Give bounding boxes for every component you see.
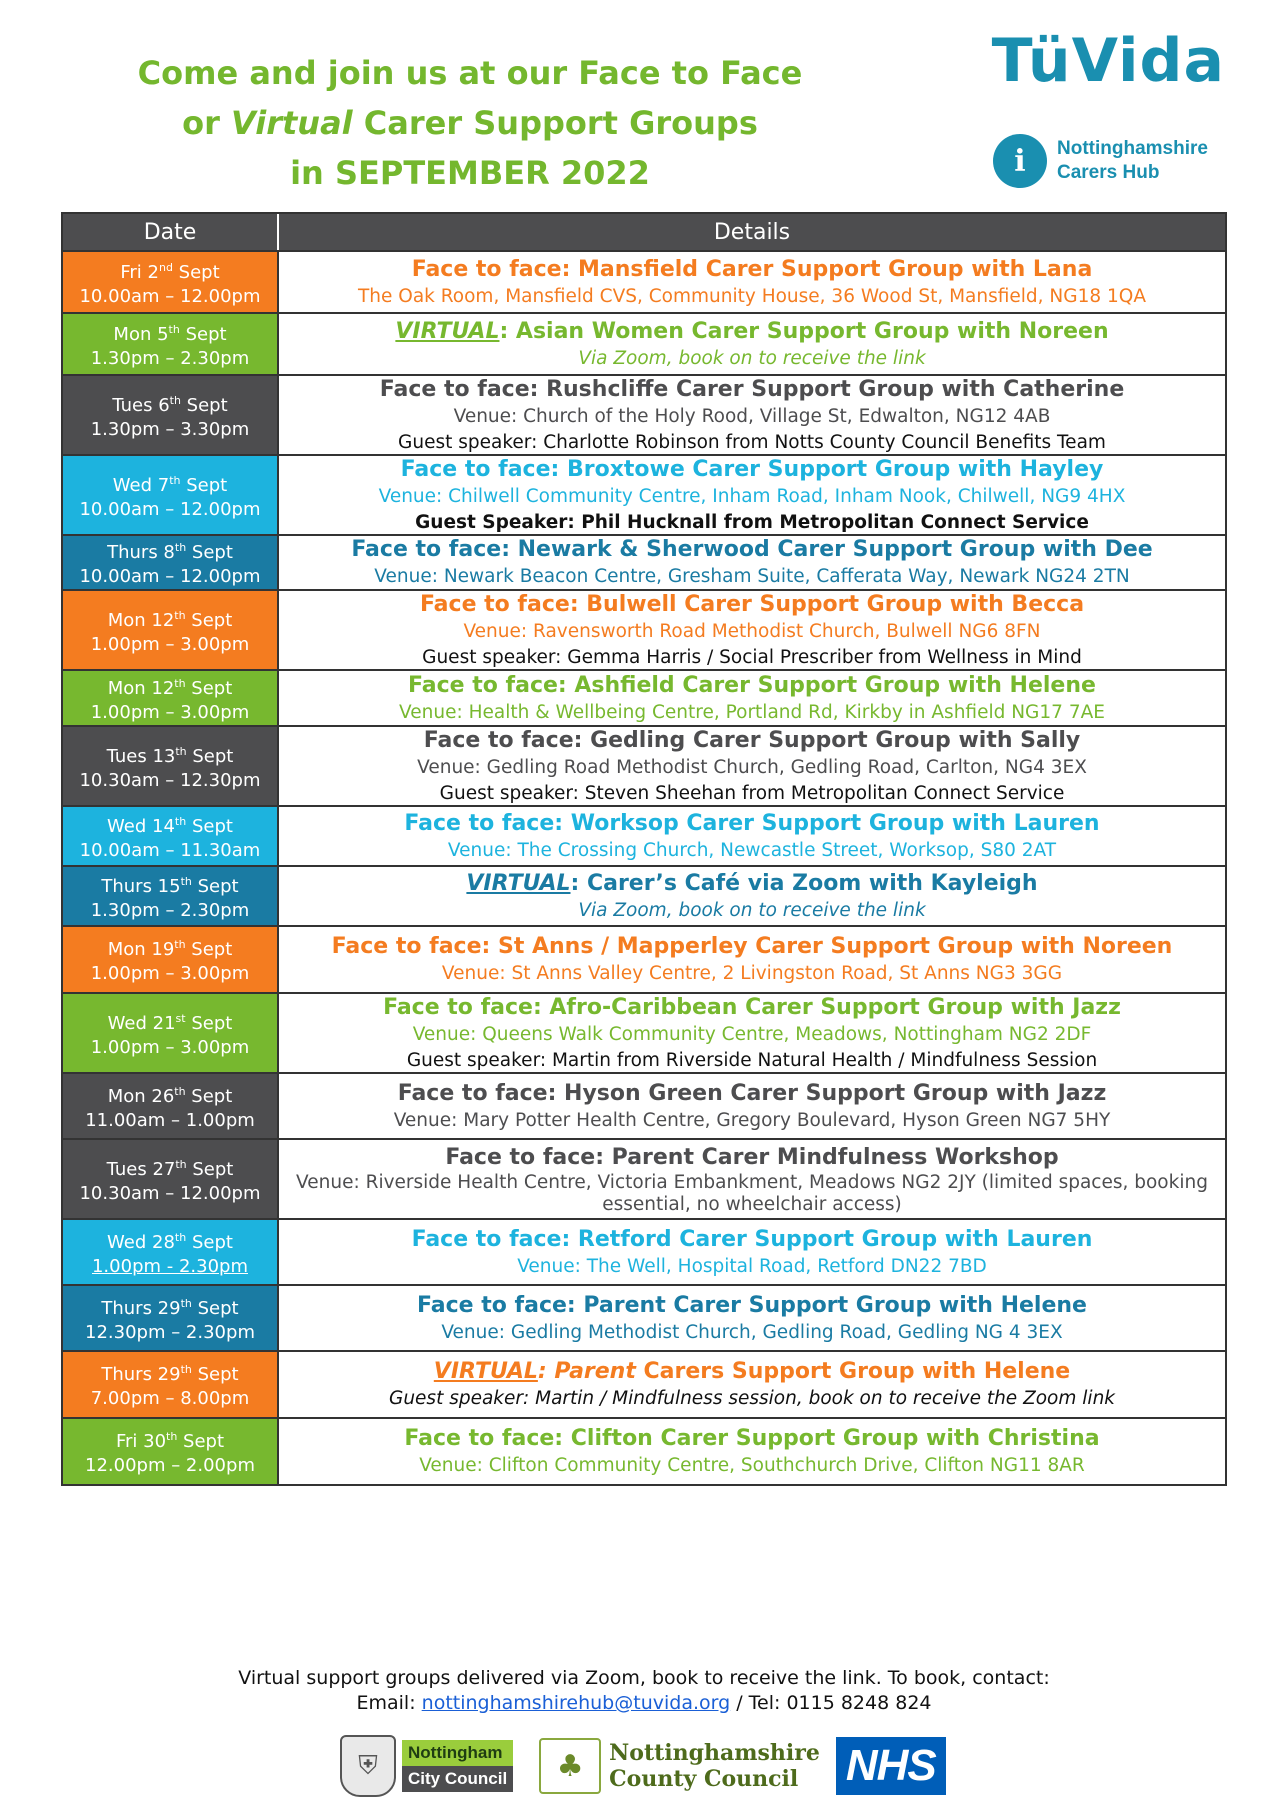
event-day: Tues 6th Sept [112, 393, 228, 416]
event-time: 1.30pm – 3.30pm [90, 418, 250, 440]
event-title [420, 590, 1084, 619]
event-title-text: : Carer’s Café via Zoom with Kayleigh [570, 870, 1038, 896]
table-row [63, 992, 1225, 1072]
carers-hub-text [1057, 137, 1208, 185]
event-title [395, 317, 1108, 346]
event-title-text: Face to face: Broxtowe Carer Support Group with Hayley [400, 456, 1104, 482]
headline-line-2 [100, 98, 840, 148]
tree-icon: ♣ [539, 1738, 601, 1794]
details-cell [279, 456, 1225, 534]
details-cell [279, 1352, 1225, 1417]
county-council-text [609, 1740, 820, 1792]
event-time: 1.00pm – 3.00pm [90, 1036, 250, 1058]
headline-or: or [182, 104, 232, 142]
footer [61, 1666, 1227, 1716]
details-cell [279, 376, 1225, 454]
table-row [63, 534, 1225, 589]
event-time: 12.00pm – 2.00pm [85, 1455, 255, 1476]
date-cell [63, 536, 279, 589]
event-title [466, 869, 1037, 898]
event-time: 1.30pm – 2.30pm [90, 899, 250, 921]
event-day: Tues 13th Sept [106, 744, 234, 767]
event-title [332, 932, 1173, 961]
details-cell [279, 591, 1225, 669]
table-row [63, 669, 1225, 725]
date-cell [63, 1220, 279, 1284]
event-title-text: : Asian Women Carer Support Group with Noreen [499, 318, 1109, 344]
event-day: Wed 14th Sept [107, 814, 233, 837]
date-cell [63, 376, 279, 454]
event-title [383, 993, 1121, 1022]
event-title [404, 809, 1099, 838]
event-title [417, 1291, 1087, 1320]
table-row [63, 454, 1225, 534]
nhs-logo: NHS [836, 1737, 946, 1795]
event-title-text: Face to face: Worksop Carer Support Group with Lauren [404, 810, 1100, 836]
coat-of-arms-icon: ⛨ [340, 1735, 396, 1797]
event-title [380, 375, 1125, 404]
event-day: Wed 7th Sept [112, 473, 228, 496]
event-title [404, 1424, 1099, 1453]
details-cell [279, 994, 1225, 1072]
event-title-text: Face to face: Mansfield Carer Support Group with Lana [411, 256, 1093, 282]
page-header [0, 0, 1281, 210]
event-time: 1.00pm - 2.30pm [91, 1255, 248, 1277]
footer-line-2 [61, 1691, 1227, 1716]
event-time: 1.00pm – 3.00pm [90, 633, 250, 655]
event-day: Wed 28th Sept [107, 1230, 233, 1253]
carers-hub-line-2: Carers Hub [1057, 162, 1160, 183]
event-day: Tues 27th Sept [106, 1157, 234, 1180]
event-time: 10.00am – 12.00pm [79, 285, 261, 307]
county-council-line-2: County Council [609, 1766, 799, 1792]
event-title-text: Face to face: Rushcliffe Carer Support Group with Catherine [379, 376, 1125, 402]
details-cell [279, 314, 1225, 374]
event-venue: Venue: Ravensworth Road Methodist Church, Bulwell NG6 8FN [463, 620, 1041, 642]
event-venue: Venue: Queens Walk Community Centre, Meadows, Nottingham NG2 2DF [412, 1023, 1092, 1045]
carers-hub-icon: i [993, 134, 1047, 188]
details-cell [279, 536, 1225, 589]
event-venue: The Oak Room, Mansfield CVS, Community House, 36 Wood St, Mansfield, NG18 1QA [357, 285, 1147, 307]
date-cell [63, 867, 279, 925]
event-title-text: Carers Support Group with Helene [635, 1359, 1071, 1384]
event-day: Thurs 29th Sept [101, 1363, 239, 1385]
event-time: 11.00am – 1.00pm [85, 1109, 255, 1131]
table-row [63, 250, 1225, 312]
guest-speaker: Guest speaker: Martin / Mindfulness session, book on to receive the Zoom link [388, 1388, 1116, 1409]
details-cell [279, 727, 1225, 805]
event-time: 7.00pm – 8.00pm [90, 1388, 250, 1409]
event-venue: Venue: Health & Wellbeing Centre, Portland Rd, Kirkby in Ashfield NG17 7AE [399, 701, 1105, 723]
event-title [401, 455, 1104, 484]
event-title-text: Face to face: Parent Carer Mindfulness Workshop [445, 1144, 1059, 1170]
event-venue: Venue: The Well, Hospital Road, Retford DN22 7BD [517, 1255, 987, 1277]
virtual-label: VIRTUAL [433, 1359, 538, 1384]
event-venue: Venue: St Anns Valley Centre, 2 Livingston Road, St Anns NG3 3GG [441, 963, 1063, 984]
event-day: Thurs 8th Sept [107, 541, 233, 563]
headline-line2-rest: Carer Support Groups [352, 104, 758, 142]
event-day: Mon 19th Sept [107, 938, 233, 960]
event-title [412, 1225, 1093, 1254]
event-time: 12.30pm – 2.30pm [85, 1321, 255, 1343]
date-cell [63, 1140, 279, 1218]
event-title-text: Face to face: Hyson Green Carer Support Group with Jazz [397, 1080, 1107, 1106]
event-title-text: Face to face: Afro-Caribbean Carer Support Group with Jazz [383, 994, 1121, 1020]
event-day: Mon 12th Sept [107, 676, 233, 699]
event-time: 10.00am – 11.30am [79, 839, 261, 861]
event-day: Wed 21st Sept [107, 1011, 233, 1034]
event-time: 10.30am – 12.00pm [79, 1182, 261, 1204]
date-cell [63, 671, 279, 725]
table-row [63, 925, 1225, 992]
date-cell [63, 1419, 279, 1484]
date-cell [63, 994, 279, 1072]
event-title-text: Face to face: Gedling Carer Support Group with Sally [423, 727, 1081, 753]
event-title-text: Face to face: Ashfield Carer Support Group with Helene [408, 672, 1096, 698]
event-title [408, 671, 1096, 700]
carers-hub-line-1: Nottinghamshire [1057, 138, 1208, 159]
event-day: Mon 12th Sept [107, 608, 233, 631]
table-row [63, 1218, 1225, 1284]
details-cell [279, 867, 1225, 925]
city-council-line-2: City Council [402, 1766, 513, 1792]
event-day: Mon 5th Sept [113, 322, 227, 345]
column-header-date: Date [63, 214, 279, 250]
event-venue: Via Zoom, book on to receive the link [578, 347, 926, 369]
headline [100, 48, 840, 198]
headline-line-1: Come and join us at our Face to Face [137, 54, 803, 92]
event-venue: Venue: The Crossing Church, Newcastle Street, Worksop, S80 2AT [447, 839, 1057, 861]
event-title [434, 1357, 1070, 1386]
table-row [63, 1072, 1225, 1138]
event-title-text: Face to face: Parent Carer Support Group with Helene [417, 1292, 1087, 1318]
column-header-details: Details [713, 219, 791, 245]
event-venue: Via Zoom, book on to receive the link [578, 899, 926, 921]
details-cell [279, 807, 1225, 865]
tuvida-logo: TüVida [991, 26, 1225, 96]
event-time: 1.00pm – 3.00pm [90, 701, 250, 723]
nottinghamshire-county-council-logo [539, 1738, 820, 1794]
details-cell [279, 1220, 1225, 1284]
guest-speaker: Guest speaker: Gemma Harris / Social Prescriber from Wellness in Mind [422, 646, 1082, 668]
event-title-text: Face to face: Clifton Carer Support Group with Christina [404, 1426, 1100, 1451]
date-cell [63, 252, 279, 312]
event-title-text: Face to face: St Anns / Mapperley Carer Support Group with Noreen [331, 934, 1173, 959]
details-cell [279, 1074, 1225, 1138]
date-cell [63, 807, 279, 865]
guest-speaker: Guest speaker: Martin from Riverside Natural Health / Mindfulness Session [406, 1049, 1098, 1071]
table-row [63, 1138, 1225, 1218]
virtual-label: VIRTUAL [395, 318, 500, 344]
details-cell [279, 1140, 1225, 1218]
city-council-line-1: Nottingham [402, 1740, 513, 1766]
partner-logos [340, 1735, 946, 1797]
event-day: Thurs 29th Sept [101, 1296, 239, 1319]
date-cell [63, 1074, 279, 1138]
details-cell [279, 252, 1225, 312]
nottingham-city-council-logo [402, 1740, 513, 1792]
date-cell [63, 927, 279, 992]
headline-line-3: in SEPTEMBER 2022 [290, 154, 650, 192]
event-time: 1.30pm – 2.30pm [90, 347, 250, 369]
table-row [63, 725, 1225, 805]
email-link[interactable]: nottinghamshirehub@tuvida.org [421, 1692, 731, 1714]
details-cell [279, 671, 1225, 725]
event-venue: Venue: Clifton Community Centre, Southchurch Drive, Clifton NG11 8AR [419, 1455, 1085, 1476]
date-cell [63, 314, 279, 374]
table-body [63, 250, 1225, 1484]
footer-tel: / Tel: 0115 8248 824 [730, 1692, 932, 1714]
table-row [63, 865, 1225, 925]
date-cell [63, 1352, 279, 1417]
event-title [445, 1143, 1058, 1172]
event-title-mid: : Parent [537, 1359, 636, 1384]
event-title-text: Face to face: Newark & Sherwood Carer Support Group with Dee [351, 537, 1153, 562]
event-day: Fri 30th Sept [115, 1430, 225, 1452]
event-day: Thurs 15th Sept [101, 874, 239, 897]
event-title-text: Face to face: Retford Carer Support Group with Lauren [411, 1226, 1093, 1252]
table-row [63, 1284, 1225, 1350]
event-time: 10.00am – 12.00pm [79, 498, 261, 520]
table-row [63, 805, 1225, 865]
details-cell [279, 927, 1225, 992]
date-cell [63, 1286, 279, 1350]
county-council-line-1: Nottinghamshire [609, 1740, 820, 1766]
date-cell [63, 727, 279, 805]
table-row [63, 374, 1225, 454]
event-venue: Venue: Mary Potter Health Centre, Gregory Boulevard, Hyson Green NG7 5HY [393, 1109, 1111, 1131]
event-venue: Venue: Gedling Road Methodist Church, Gedling Road, Carlton, NG4 3EX [417, 756, 1087, 778]
event-day: Fri 2nd Sept [120, 260, 220, 283]
event-title [424, 726, 1081, 755]
event-title [398, 1079, 1107, 1108]
date-cell [63, 591, 279, 669]
event-time: 1.00pm – 3.00pm [90, 963, 250, 984]
event-venue: Venue: Church of the Holy Rood, Village St, Edwalton, NG12 4AB [453, 405, 1051, 427]
carers-hub-logo [993, 134, 1225, 188]
guest-speaker: Guest Speaker: Phil Hucknall from Metropolitan Connect Service [415, 511, 1089, 533]
event-time: 10.30am – 12.30pm [79, 769, 261, 791]
event-title [351, 535, 1152, 564]
event-time: 10.00am – 12.00pm [79, 566, 261, 587]
date-cell [63, 456, 279, 534]
virtual-label: VIRTUAL [466, 870, 571, 896]
table-row [63, 1417, 1225, 1484]
footer-line-1: Virtual support groups delivered via Zoom, book to receive the link. To book, contact: [238, 1667, 1050, 1689]
brand-block [985, 28, 1225, 188]
guest-speaker: Guest speaker: Charlotte Robinson from Notts County Council Benefits Team [398, 431, 1106, 453]
event-venue: Venue: Gedling Methodist Church, Gedling Road, Gedling NG 4 3EX [441, 1321, 1063, 1343]
table-row [63, 589, 1225, 669]
details-cell [279, 1419, 1225, 1484]
guest-speaker: Guest speaker: Steven Sheehan from Metropolitan Connect Service [439, 782, 1065, 804]
event-title [412, 255, 1093, 284]
event-venue: Venue: Newark Beacon Centre, Gresham Suite, Cafferata Way, Newark NG24 2TN [374, 566, 1130, 587]
event-venue: Venue: Riverside Health Centre, Victoria Embankment, Meadows NG2 2JY (limited spaces, booking essential, no wheelchair access) [296, 1171, 1208, 1215]
event-title-text: Face to face: Bulwell Carer Support Group with Becca [419, 591, 1085, 617]
table-row [63, 1350, 1225, 1417]
event-day: Mon 26th Sept [107, 1084, 233, 1107]
footer-email-label: Email: [356, 1692, 422, 1714]
table-row [63, 312, 1225, 374]
schedule-table [61, 212, 1227, 1486]
headline-virtual: Virtual [231, 104, 353, 142]
details-cell [279, 1286, 1225, 1350]
table-header [63, 214, 1225, 250]
event-venue: Venue: Chilwell Community Centre, Inham Road, Inham Nook, Chilwell, NG9 4HX [378, 485, 1126, 507]
